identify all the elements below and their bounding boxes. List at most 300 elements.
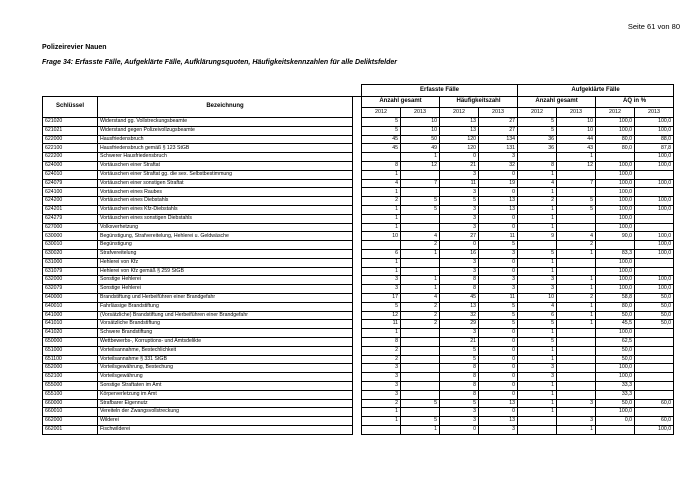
header-aufgeklaerte-faelle: Aufgeklärte Fälle xyxy=(518,85,674,97)
cell-erfasst-2013: 5 xyxy=(401,399,440,408)
cell-aq-2012: 100,0 xyxy=(596,285,635,294)
cell-hz-2013: 0 xyxy=(479,373,518,382)
year-header: 2012 xyxy=(518,108,557,118)
cell-bezeichnung: Fahrlässige Brandstiftung xyxy=(98,302,353,311)
cell-bezeichnung: Begünstigung xyxy=(98,241,353,250)
cell-erfasst-2012 xyxy=(362,425,401,434)
cell-bezeichnung: Vorteilsgewährung, Bestechung xyxy=(98,364,353,373)
cell-schluessel: 652100 xyxy=(43,373,98,382)
cell-aq-2013: 100,0 xyxy=(635,425,674,434)
cell-erfasst-2012: 2 xyxy=(362,346,401,355)
cell-hz-2013: 0 xyxy=(479,390,518,399)
table-row xyxy=(43,135,674,144)
cell-hz-2013: 3 xyxy=(479,285,518,294)
cell-erfasst-2012: 1 xyxy=(362,258,401,267)
cell-schluessel: 631079 xyxy=(43,267,98,276)
cell-aufgeklaert-2013: 1 xyxy=(557,302,596,311)
cell-aufgeklaert-2013: 43 xyxy=(557,144,596,153)
cell-erfasst-2013 xyxy=(401,337,440,346)
cell-schluessel: 630010 xyxy=(43,241,98,250)
table-row xyxy=(43,293,674,302)
cell-erfasst-2013 xyxy=(401,329,440,338)
cell-hz-2013: 0 xyxy=(479,170,518,179)
cell-aufgeklaert-2013: 10 xyxy=(557,118,596,127)
cell-schluessel: 660000 xyxy=(43,399,98,408)
cell-hz-2012: 27 xyxy=(440,232,479,241)
cell-hz-2012: 13 xyxy=(440,302,479,311)
cell-aufgeklaert-2013 xyxy=(557,346,596,355)
cell-hz-2013: 5 xyxy=(479,320,518,329)
cell-aufgeklaert-2013: 3 xyxy=(557,399,596,408)
cell-aq-2012: 80,0 xyxy=(596,144,635,153)
cell-schluessel: 630020 xyxy=(43,249,98,258)
cell-erfasst-2012: 8 xyxy=(362,161,401,170)
cell-schluessel: 641010 xyxy=(43,320,98,329)
cell-hz-2012: 8 xyxy=(440,381,479,390)
cell-aq-2013: 100,0 xyxy=(635,205,674,214)
cell-aq-2012: 90,0 xyxy=(596,232,635,241)
cell-erfasst-2013: 4 xyxy=(401,293,440,302)
cell-bezeichnung: Vortäuschen eines Diebstahls xyxy=(98,197,353,206)
cell-aq-2012: 100,0 xyxy=(596,197,635,206)
cell-erfasst-2012: 1 xyxy=(362,188,401,197)
cell-bezeichnung: Brandstiftung und Herbeiführen einer Brandgefahr xyxy=(98,293,353,302)
cell-erfasst-2013 xyxy=(401,408,440,417)
cell-schluessel: 624100 xyxy=(43,188,98,197)
table-row xyxy=(43,311,674,320)
cell-aufgeklaert-2013: 4 xyxy=(557,232,596,241)
cell-hz-2012: 3 xyxy=(440,329,479,338)
cell-aufgeklaert-2013 xyxy=(557,329,596,338)
cell-spacer xyxy=(353,329,362,338)
cell-hz-2013: 0 xyxy=(479,188,518,197)
cell-hz-2013: 19 xyxy=(479,179,518,188)
cell-aq-2012: 100,0 xyxy=(596,170,635,179)
cell-bezeichnung: Vortäuschen eines Raubes xyxy=(98,188,353,197)
table-row xyxy=(43,249,674,258)
cell-aufgeklaert-2012: 5 xyxy=(518,337,557,346)
cell-schluessel: 655000 xyxy=(43,381,98,390)
cell-erfasst-2012: 3 xyxy=(362,373,401,382)
cell-aufgeklaert-2012: 1 xyxy=(518,329,557,338)
cell-erfasst-2012: 5 xyxy=(362,126,401,135)
cell-schluessel: 632079 xyxy=(43,285,98,294)
cell-aq-2012: 100,0 xyxy=(596,214,635,223)
cell-aufgeklaert-2013: 7 xyxy=(557,179,596,188)
cell-aufgeklaert-2012: 5 xyxy=(518,320,557,329)
cell-hz-2013: 32 xyxy=(479,161,518,170)
cell-aq-2013: 88,0 xyxy=(635,135,674,144)
cell-aq-2013: 100,0 xyxy=(635,126,674,135)
header-schluessel: Schlüssel xyxy=(43,97,98,118)
cell-erfasst-2013 xyxy=(401,267,440,276)
cell-schluessel: 655100 xyxy=(43,390,98,399)
cell-schluessel: 631000 xyxy=(43,258,98,267)
cell-spacer xyxy=(353,373,362,382)
cell-aq-2012 xyxy=(596,153,635,162)
cell-aufgeklaert-2012: 1 xyxy=(518,346,557,355)
cell-aq-2012: 33,3 xyxy=(596,381,635,390)
statistics-table xyxy=(42,84,674,435)
cell-erfasst-2012 xyxy=(362,153,401,162)
cell-hz-2012: 21 xyxy=(440,337,479,346)
cell-erfasst-2012: 3 xyxy=(362,390,401,399)
table-row xyxy=(43,144,674,153)
table-row xyxy=(43,232,674,241)
cell-aq-2013 xyxy=(635,346,674,355)
cell-erfasst-2012: 1 xyxy=(362,408,401,417)
cell-spacer xyxy=(353,399,362,408)
cell-aufgeklaert-2013: 1 xyxy=(557,285,596,294)
table-body xyxy=(43,118,674,435)
cell-bezeichnung: Vereiteln der Zwangsvollstreckung xyxy=(98,408,353,417)
cell-aq-2012: 100,0 xyxy=(596,276,635,285)
cell-erfasst-2012: 1 xyxy=(362,170,401,179)
cell-hz-2012: 3 xyxy=(440,205,479,214)
cell-spacer xyxy=(353,161,362,170)
cell-aufgeklaert-2012: 10 xyxy=(518,293,557,302)
table-row xyxy=(43,153,674,162)
cell-aq-2013: 50,0 xyxy=(635,293,674,302)
cell-aq-2013 xyxy=(635,408,674,417)
cell-bezeichnung: Vortäuschen eines Kfz-Diebstahls xyxy=(98,205,353,214)
cell-schluessel: 622200 xyxy=(43,153,98,162)
cell-spacer xyxy=(353,364,362,373)
cell-erfasst-2012: 1 xyxy=(362,205,401,214)
cell-bezeichnung: Fischwilderei xyxy=(98,425,353,434)
table-row xyxy=(43,329,674,338)
header-anzahl-gesamt: Anzahl gesamt xyxy=(362,97,440,108)
table-row xyxy=(43,381,674,390)
table-row xyxy=(43,346,674,355)
cell-aufgeklaert-2013: 2 xyxy=(557,293,596,302)
cell-bezeichnung: Widerstand gegen Polizeivollzugsbeamte xyxy=(98,126,353,135)
table-row xyxy=(43,276,674,285)
cell-erfasst-2013 xyxy=(401,346,440,355)
cell-erfasst-2013: 5 xyxy=(401,205,440,214)
year-header: 2012 xyxy=(440,108,479,118)
cell-aufgeklaert-2013: 1 xyxy=(557,276,596,285)
table-row xyxy=(43,364,674,373)
cell-aq-2013: 100,0 xyxy=(635,153,674,162)
table-row xyxy=(43,320,674,329)
table-row xyxy=(43,425,674,434)
cell-erfasst-2013: 5 xyxy=(401,417,440,426)
cell-aq-2013 xyxy=(635,223,674,232)
cell-bezeichnung: Sonstige Hehlerei xyxy=(98,276,353,285)
cell-spacer xyxy=(353,170,362,179)
cell-aufgeklaert-2012 xyxy=(518,425,557,434)
cell-aufgeklaert-2013 xyxy=(557,267,596,276)
cell-aufgeklaert-2012: 1 xyxy=(518,214,557,223)
cell-aufgeklaert-2012: 1 xyxy=(518,267,557,276)
cell-hz-2013: 13 xyxy=(479,205,518,214)
cell-hz-2012: 8 xyxy=(440,364,479,373)
cell-aufgeklaert-2013: 44 xyxy=(557,135,596,144)
year-header: 2013 xyxy=(635,108,674,118)
cell-hz-2013: 3 xyxy=(479,425,518,434)
cell-hz-2012: 8 xyxy=(440,276,479,285)
header-haeufigkeitszahl: Häufigkeitszahl xyxy=(440,97,518,108)
cell-erfasst-2012: 17 xyxy=(362,293,401,302)
cell-hz-2013: 11 xyxy=(479,232,518,241)
header-anzahl-gesamt-aufgeklaert: Anzahl gesamt xyxy=(518,97,596,108)
cell-aufgeklaert-2013 xyxy=(557,408,596,417)
cell-spacer xyxy=(353,355,362,364)
cell-erfasst-2013 xyxy=(401,373,440,382)
cell-bezeichnung: Sonstige Straftaten im Amt xyxy=(98,381,353,390)
cell-hz-2012: 3 xyxy=(440,188,479,197)
cell-spacer xyxy=(353,126,362,135)
cell-hz-2012: 13 xyxy=(440,118,479,127)
cell-aufgeklaert-2013 xyxy=(557,390,596,399)
cell-spacer xyxy=(353,425,362,434)
cell-aq-2012: 100,0 xyxy=(596,205,635,214)
cell-erfasst-2012: 2 xyxy=(362,355,401,364)
cell-aufgeklaert-2012: 8 xyxy=(518,161,557,170)
cell-aufgeklaert-2012: 6 xyxy=(518,311,557,320)
cell-aufgeklaert-2012: 3 xyxy=(518,285,557,294)
cell-aufgeklaert-2012: 3 xyxy=(518,373,557,382)
cell-hz-2012: 3 xyxy=(440,223,479,232)
cell-erfasst-2013 xyxy=(401,223,440,232)
cell-aq-2013: 100,0 xyxy=(635,161,674,170)
cell-aq-2013 xyxy=(635,364,674,373)
cell-aq-2013 xyxy=(635,188,674,197)
cell-spacer xyxy=(353,381,362,390)
cell-erfasst-2012: 1 xyxy=(362,267,401,276)
cell-bezeichnung: Sonstige Hehlerei xyxy=(98,285,353,294)
cell-erfasst-2013 xyxy=(401,214,440,223)
cell-aufgeklaert-2012: 36 xyxy=(518,135,557,144)
cell-bezeichnung: Vortäuschen einer Straftat gg. die sex. Selbstbestimmung xyxy=(98,170,353,179)
cell-aq-2012: 100,0 xyxy=(596,408,635,417)
cell-schluessel: 660010 xyxy=(43,408,98,417)
cell-schluessel: 640010 xyxy=(43,302,98,311)
cell-aq-2012: 83,3 xyxy=(596,249,635,258)
table-row xyxy=(43,126,674,135)
cell-hz-2013: 0 xyxy=(479,381,518,390)
cell-bezeichnung: Strafbarer Eigennutz xyxy=(98,399,353,408)
cell-hz-2013: 0 xyxy=(479,364,518,373)
cell-aufgeklaert-2012: 5 xyxy=(518,126,557,135)
cell-aufgeklaert-2013 xyxy=(557,223,596,232)
cell-erfasst-2013 xyxy=(401,258,440,267)
cell-spacer xyxy=(353,320,362,329)
cell-bezeichnung: Vorteilsannahme § 331 StGB xyxy=(98,355,353,364)
table-row xyxy=(43,408,674,417)
cell-hz-2013: 13 xyxy=(479,197,518,206)
cell-schluessel: 662001 xyxy=(43,425,98,434)
cell-hz-2013: 131 xyxy=(479,144,518,153)
cell-hz-2012: 8 xyxy=(440,285,479,294)
cell-aq-2012: 50,0 xyxy=(596,399,635,408)
cell-schluessel: 624010 xyxy=(43,170,98,179)
cell-aufgeklaert-2013: 12 xyxy=(557,161,596,170)
cell-aufgeklaert-2012: 5 xyxy=(518,249,557,258)
cell-erfasst-2013: 12 xyxy=(401,161,440,170)
cell-aufgeklaert-2013: 1 xyxy=(557,320,596,329)
cell-aufgeklaert-2013: 1 xyxy=(557,311,596,320)
cell-spacer xyxy=(353,390,362,399)
cell-aq-2012 xyxy=(596,425,635,434)
cell-aufgeklaert-2012: 5 xyxy=(518,118,557,127)
cell-hz-2012: 3 xyxy=(440,214,479,223)
cell-erfasst-2013: 7 xyxy=(401,179,440,188)
header-bezeichnung: Bezeichnung xyxy=(98,97,353,118)
cell-erfasst-2013: 1 xyxy=(401,425,440,434)
cell-aufgeklaert-2013: 10 xyxy=(557,126,596,135)
cell-aq-2013: 50,0 xyxy=(635,311,674,320)
cell-spacer xyxy=(353,417,362,426)
cell-spacer xyxy=(353,267,362,276)
cell-spacer xyxy=(353,214,362,223)
cell-bezeichnung: Körperverletzung im Amt xyxy=(98,390,353,399)
cell-aq-2013: 50,0 xyxy=(635,320,674,329)
cell-spacer xyxy=(353,232,362,241)
cell-schluessel: 622000 xyxy=(43,135,98,144)
cell-erfasst-2013: 2 xyxy=(401,320,440,329)
cell-schluessel: 641020 xyxy=(43,329,98,338)
cell-aufgeklaert-2012: 4 xyxy=(518,302,557,311)
cell-hz-2013: 0 xyxy=(479,267,518,276)
cell-aq-2012: 80,0 xyxy=(596,135,635,144)
cell-hz-2013: 134 xyxy=(479,135,518,144)
year-header: 2013 xyxy=(479,108,518,118)
cell-hz-2012: 0 xyxy=(440,153,479,162)
cell-erfasst-2013 xyxy=(401,170,440,179)
cell-hz-2012: 0 xyxy=(440,241,479,250)
cell-spacer xyxy=(353,179,362,188)
cell-aq-2013 xyxy=(635,337,674,346)
cell-aq-2012 xyxy=(596,241,635,250)
cell-hz-2012: 16 xyxy=(440,249,479,258)
cell-bezeichnung: Vortäuschen einer sonstigen Straftat xyxy=(98,179,353,188)
cell-aufgeklaert-2012: 1 xyxy=(518,170,557,179)
table-row xyxy=(43,241,674,250)
cell-erfasst-2012: 1 xyxy=(362,223,401,232)
cell-aq-2013 xyxy=(635,373,674,382)
cell-schluessel: 624000 xyxy=(43,161,98,170)
cell-schluessel: 624201 xyxy=(43,205,98,214)
cell-spacer xyxy=(353,285,362,294)
cell-hz-2012: 5 xyxy=(440,346,479,355)
cell-hz-2012: 11 xyxy=(440,179,479,188)
cell-spacer xyxy=(353,118,362,127)
cell-aq-2012: 33,3 xyxy=(596,390,635,399)
cell-hz-2013: 0 xyxy=(479,346,518,355)
cell-aq-2012: 100,0 xyxy=(596,161,635,170)
cell-erfasst-2012: 3 xyxy=(362,364,401,373)
cell-aq-2013: 60,0 xyxy=(635,399,674,408)
table-row xyxy=(43,205,674,214)
cell-bezeichnung: Hehlerei von Kfz xyxy=(98,258,353,267)
cell-aufgeklaert-2013: 1 xyxy=(557,153,596,162)
cell-erfasst-2012: 3 xyxy=(362,285,401,294)
cell-aufgeklaert-2013: 1 xyxy=(557,249,596,258)
cell-aufgeklaert-2013 xyxy=(557,381,596,390)
cell-aq-2013: 100,0 xyxy=(635,276,674,285)
table-row xyxy=(43,399,674,408)
cell-erfasst-2012: 3 xyxy=(362,276,401,285)
cell-schluessel: 630000 xyxy=(43,232,98,241)
cell-aq-2013: 100,0 xyxy=(635,241,674,250)
cell-hz-2013: 0 xyxy=(479,223,518,232)
cell-bezeichnung: Schwere Brandstiftung xyxy=(98,329,353,338)
cell-aufgeklaert-2013 xyxy=(557,364,596,373)
cell-schluessel: 651000 xyxy=(43,346,98,355)
cell-spacer xyxy=(353,302,362,311)
cell-spacer xyxy=(353,249,362,258)
table-row xyxy=(43,302,674,311)
cell-aq-2012: 100,0 xyxy=(596,188,635,197)
cell-erfasst-2013 xyxy=(401,390,440,399)
cell-aq-2013 xyxy=(635,390,674,399)
column-spacer xyxy=(353,97,362,118)
cell-hz-2012: 3 xyxy=(440,408,479,417)
year-header: 2012 xyxy=(362,108,401,118)
cell-schluessel: 632000 xyxy=(43,276,98,285)
table-row xyxy=(43,337,674,346)
cell-spacer xyxy=(353,241,362,250)
cell-aufgeklaert-2012: 4 xyxy=(518,179,557,188)
cell-erfasst-2012: 12 xyxy=(362,311,401,320)
cell-erfasst-2013: 2 xyxy=(401,241,440,250)
cell-aufgeklaert-2012 xyxy=(518,153,557,162)
table-row xyxy=(43,355,674,364)
cell-aq-2013: 50,0 xyxy=(635,302,674,311)
table-row xyxy=(43,170,674,179)
table-row xyxy=(43,188,674,197)
cell-aq-2013 xyxy=(635,329,674,338)
cell-aq-2013: 60,0 xyxy=(635,417,674,426)
cell-erfasst-2013: 2 xyxy=(401,311,440,320)
cell-aq-2013: 100,0 xyxy=(635,232,674,241)
cell-aq-2012: 45,5 xyxy=(596,320,635,329)
cell-spacer xyxy=(353,346,362,355)
cell-aq-2013: 100,0 xyxy=(635,179,674,188)
table-row xyxy=(43,373,674,382)
cell-hz-2012: 5 xyxy=(440,399,479,408)
cell-bezeichnung: (Vorsätzliche) Brandstiftung und Herbeiführen einer Brandgefahr xyxy=(98,311,353,320)
cell-aq-2013: 100,0 xyxy=(635,285,674,294)
cell-aufgeklaert-2012: 36 xyxy=(518,144,557,153)
cell-bezeichnung: Begünstigung, Strafvereitelung, Hehlerei u. Geldwäsche xyxy=(98,232,353,241)
cell-schluessel: 621020 xyxy=(43,118,98,127)
cell-aufgeklaert-2012: 1 xyxy=(518,399,557,408)
cell-erfasst-2013: 50 xyxy=(401,135,440,144)
cell-erfasst-2012: 11 xyxy=(362,320,401,329)
cell-aufgeklaert-2012: 1 xyxy=(518,205,557,214)
cell-aufgeklaert-2013: 1 xyxy=(557,425,596,434)
cell-aufgeklaert-2013 xyxy=(557,170,596,179)
cell-spacer xyxy=(353,408,362,417)
cell-erfasst-2012: 2 xyxy=(362,399,401,408)
cell-aq-2013: 100,0 xyxy=(635,197,674,206)
cell-aq-2013: 87,8 xyxy=(635,144,674,153)
cell-hz-2012: 3 xyxy=(440,417,479,426)
cell-aufgeklaert-2013: 3 xyxy=(557,417,596,426)
table-row xyxy=(43,267,674,276)
cell-schluessel: 662000 xyxy=(43,417,98,426)
page-number: Seite 61 von 80 xyxy=(627,22,680,31)
cell-spacer xyxy=(353,135,362,144)
cell-hz-2012: 3 xyxy=(440,170,479,179)
cell-spacer xyxy=(353,153,362,162)
cell-erfasst-2012 xyxy=(362,241,401,250)
cell-aq-2012: 100,0 xyxy=(596,126,635,135)
cell-erfasst-2013: 1 xyxy=(401,153,440,162)
